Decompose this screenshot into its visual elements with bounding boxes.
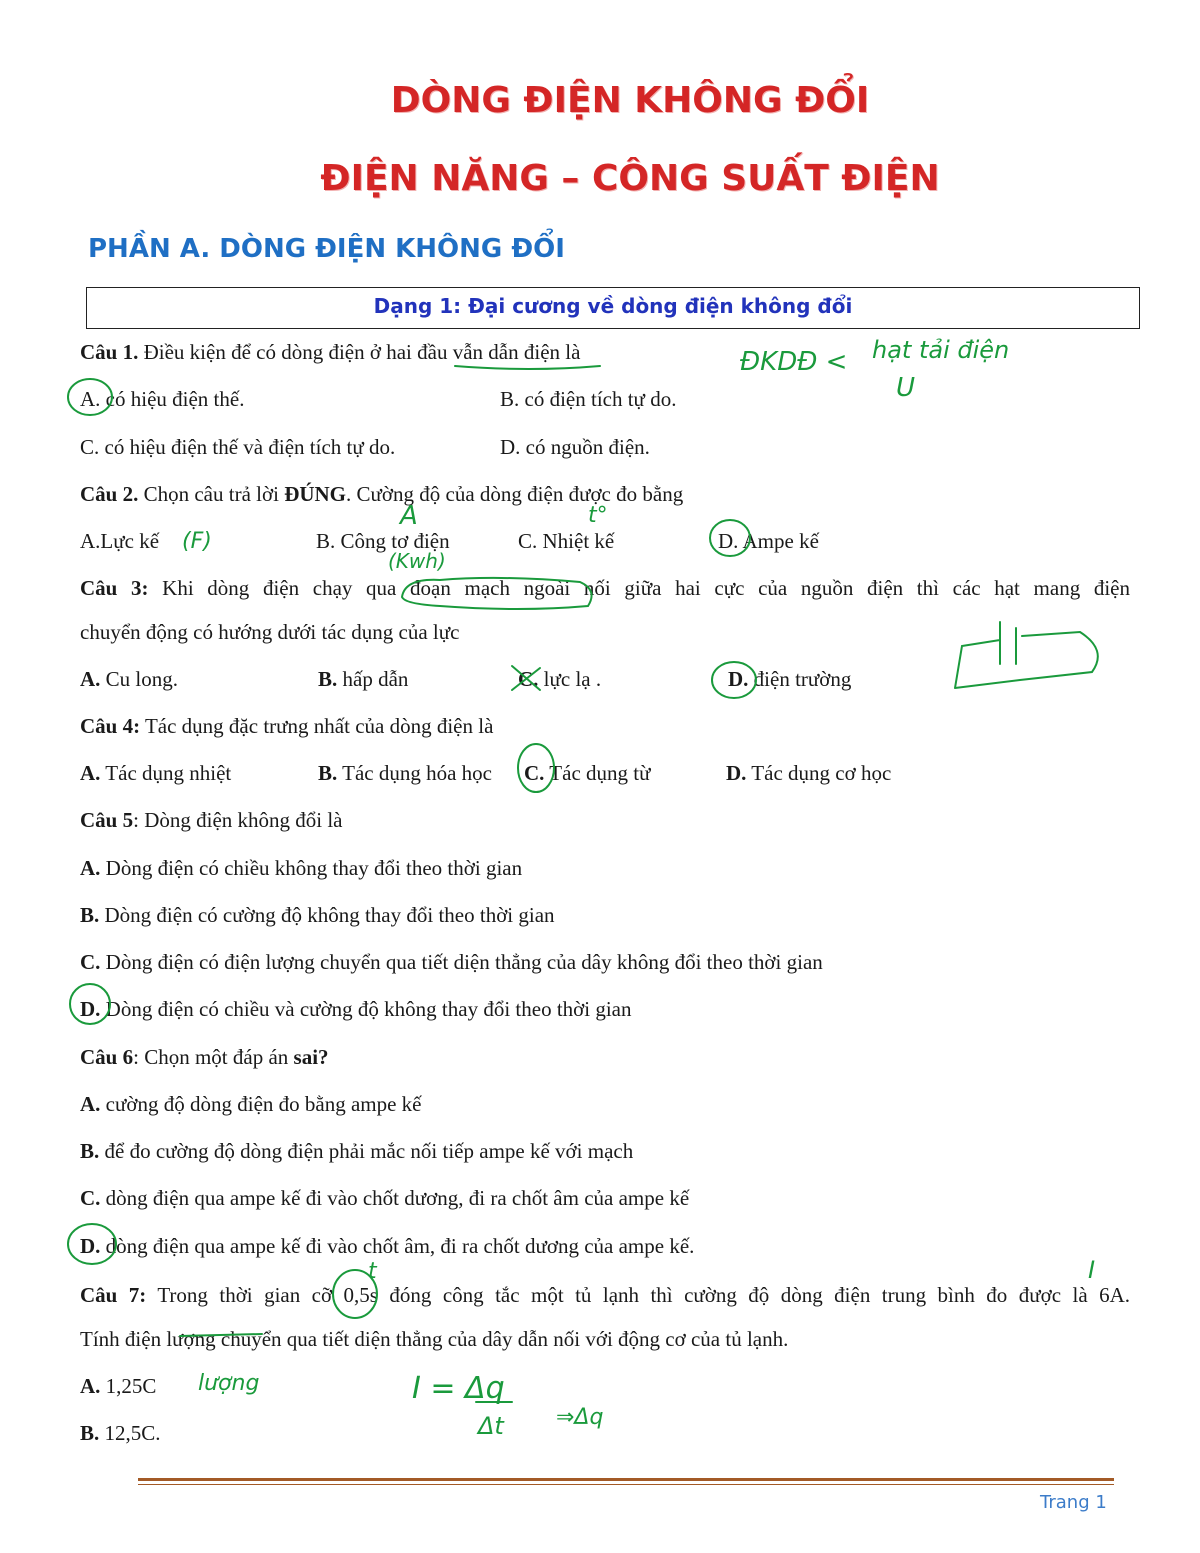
q5-option-d [80, 996, 632, 1022]
q1-option-d: D. có nguồn điện. [500, 435, 650, 459]
q7-formula-bottom: Δt [478, 1412, 504, 1440]
question-7 [80, 1282, 1130, 1308]
option-text: Dòng điện có cường độ không thay đổi theo thời gian [99, 903, 555, 927]
q2-note-f: (F) [182, 529, 212, 554]
q3-option-a [80, 666, 178, 692]
q7-note-t: t [368, 1259, 377, 1284]
option-letter: C. [80, 1186, 101, 1210]
option-letter: C. [80, 950, 101, 974]
q1-option-a: A. có hiệu điện thế. [80, 387, 245, 411]
q2-option-a: A.Lực kế [80, 529, 160, 553]
question-label: Câu 6 [80, 1045, 134, 1069]
question-text: Khi dòng điện chạy qua đoạn mạch ngoài nối giữa hai cực của nguồn điện thì các hạt mang điện [148, 576, 1131, 600]
question-7-cont: Tính điện lượng chuyển qua tiết diện thẳng của dây dẫn nối với động cơ của tủ lạnh. [80, 1327, 789, 1351]
option-text: lực lạ . [538, 667, 602, 691]
option-letter: D. [80, 997, 101, 1021]
q1-option-b: B. có điện tích tự do. [500, 387, 677, 411]
q1-option-c: C. có hiệu điện thế và điện tích tự do. [80, 435, 396, 459]
option-letter: D. [726, 761, 747, 785]
question-label: Câu 5 [80, 808, 134, 832]
q5-option-c [80, 949, 823, 975]
q2-option-b: B. Công tơ điện [316, 529, 450, 553]
option-letter: B. [318, 667, 338, 691]
option-letter: B. [80, 1139, 100, 1163]
footer-divider [138, 1478, 1114, 1481]
question-text-end: . Cường độ của dòng điện được đo bằng [346, 482, 684, 506]
question-3 [80, 575, 1130, 601]
option-text: Cu long. [100, 667, 179, 691]
q7-option-a [80, 1373, 156, 1399]
q3-option-d [728, 666, 851, 692]
option-text: cường độ dòng điện đo bằng ampe kế [100, 1092, 422, 1116]
q7-option-b [80, 1420, 161, 1446]
option-text: điện trường [748, 667, 852, 691]
option-text: 12,5C. [99, 1421, 161, 1445]
question-label: Câu 4: [80, 714, 141, 738]
option-letter: D. [80, 1234, 101, 1258]
circuit-sketch [955, 622, 1098, 688]
option-letter: B. [80, 1421, 100, 1445]
option-letter: C. [518, 667, 539, 691]
q3-option-c [518, 666, 601, 692]
option-letter: D. [728, 667, 749, 691]
option-letter: A. [80, 1374, 101, 1398]
option-letter: A. [80, 761, 101, 785]
option-text: dòng điện qua ampe kế đi vào chốt dương, đi ra chốt âm của ampe kế [100, 1186, 690, 1210]
question-6 [80, 1044, 329, 1070]
question-label: Câu 3: [80, 576, 149, 600]
option-text: dòng điện qua ampe kế đi vào chốt âm, đi ra chốt dương của ampe kế. [100, 1234, 695, 1258]
question-label: Câu 1. [80, 340, 139, 364]
option-letter: C. [524, 761, 545, 785]
question-1 [80, 339, 580, 365]
q2-option-d: D. Ampe kế [718, 529, 819, 553]
question-3-cont: chuyển động có hướng dưới tác dụng của lực [80, 620, 460, 644]
q3-option-b [318, 666, 408, 692]
q2-note-t0: t° [588, 503, 608, 528]
q2-note-a: A [400, 501, 418, 531]
option-text: để đo cường độ dòng điện phải mắc nối tiếp ampe kế với mạch [99, 1139, 634, 1163]
option-letter: B. [80, 903, 100, 927]
q7-formula-top: I = Δq [412, 1371, 505, 1406]
q2-note-kwh: (Kwh) [388, 549, 446, 573]
q4-option-c [524, 760, 650, 786]
q6-option-b [80, 1138, 633, 1164]
footer-divider-thin [138, 1484, 1114, 1485]
question-text: Trong thời gian cỡ 0,5s đóng công tắc một tủ lạnh thì cường độ dòng điện trung bình đo được là 6A. [146, 1283, 1130, 1307]
question-text: Điều kiện để có dòng điện ở hai đầu vẫn dẫn điện là [138, 340, 581, 364]
q4-option-b [318, 760, 492, 786]
q6-option-c [80, 1185, 689, 1211]
q1-note: ĐKDĐ < [740, 347, 848, 377]
option-text: Tác dụng từ [544, 761, 651, 785]
option-text: hấp dẫn [337, 667, 409, 691]
question-label: Câu 2. [80, 482, 139, 506]
q7-arrow: ⇒Δq [556, 1405, 604, 1430]
option-text: 1,25C [100, 1374, 157, 1398]
part-a-heading: PHẦN A. DÒNG ĐIỆN KHÔNG ĐỔI [88, 234, 565, 264]
question-label: Câu 7: [80, 1283, 147, 1307]
question-2 [80, 481, 683, 507]
question-5 [80, 807, 343, 833]
q5-option-b [80, 902, 555, 928]
q6-option-d [80, 1233, 694, 1259]
question-4 [80, 713, 493, 739]
q1-underline [455, 366, 600, 369]
option-text: Dòng điện có chiều và cường độ không thay đổi theo thời gian [100, 997, 632, 1021]
option-letter: B. [318, 761, 338, 785]
q7-note-luong: lượng [198, 1371, 260, 1396]
question-text: : Dòng điện không đổi là [133, 808, 343, 832]
q4-option-a [80, 760, 231, 786]
q1-note-2: hạt tải điện [872, 336, 1010, 364]
page-number: Trang 1 [1040, 1492, 1107, 1513]
option-letter: A. [80, 856, 101, 880]
q4-option-d [726, 760, 891, 786]
q6-option-a [80, 1091, 422, 1117]
q2-option-c: C. Nhiệt kế [518, 529, 615, 553]
option-text: Dòng điện có chiều không thay đổi theo thời gian [100, 856, 523, 880]
q1-note-3: U [896, 373, 916, 403]
question-text: Chọn câu trả lời [138, 482, 285, 506]
title-line-1: DÒNG ĐIỆN KHÔNG ĐỔI [390, 80, 870, 121]
title-line-2: ĐIỆN NĂNG – CÔNG SUẤT ĐIỆN [320, 158, 940, 199]
option-letter: A. [80, 1092, 101, 1116]
question-text: Tác dụng đặc trưng nhất của dòng điện là [140, 714, 494, 738]
question-emphasis: sai? [293, 1045, 329, 1069]
option-letter: A. [80, 667, 101, 691]
q7-note-i: I [1088, 1256, 1096, 1284]
question-text: : Chọn một đáp án [133, 1045, 294, 1069]
section-box-dang-1: Dạng 1: Đại cương về dòng điện không đổi [86, 287, 1140, 329]
option-text: Tác dụng cơ học [746, 761, 892, 785]
q5-option-a [80, 855, 522, 881]
option-text: Tác dụng hóa học [337, 761, 492, 785]
option-text: Dòng điện có điện lượng chuyển qua tiết diện thẳng của dây không đổi theo thời gian [100, 950, 823, 974]
option-text: Tác dụng nhiệt [100, 761, 232, 785]
question-emphasis: ĐÚNG [284, 482, 347, 506]
